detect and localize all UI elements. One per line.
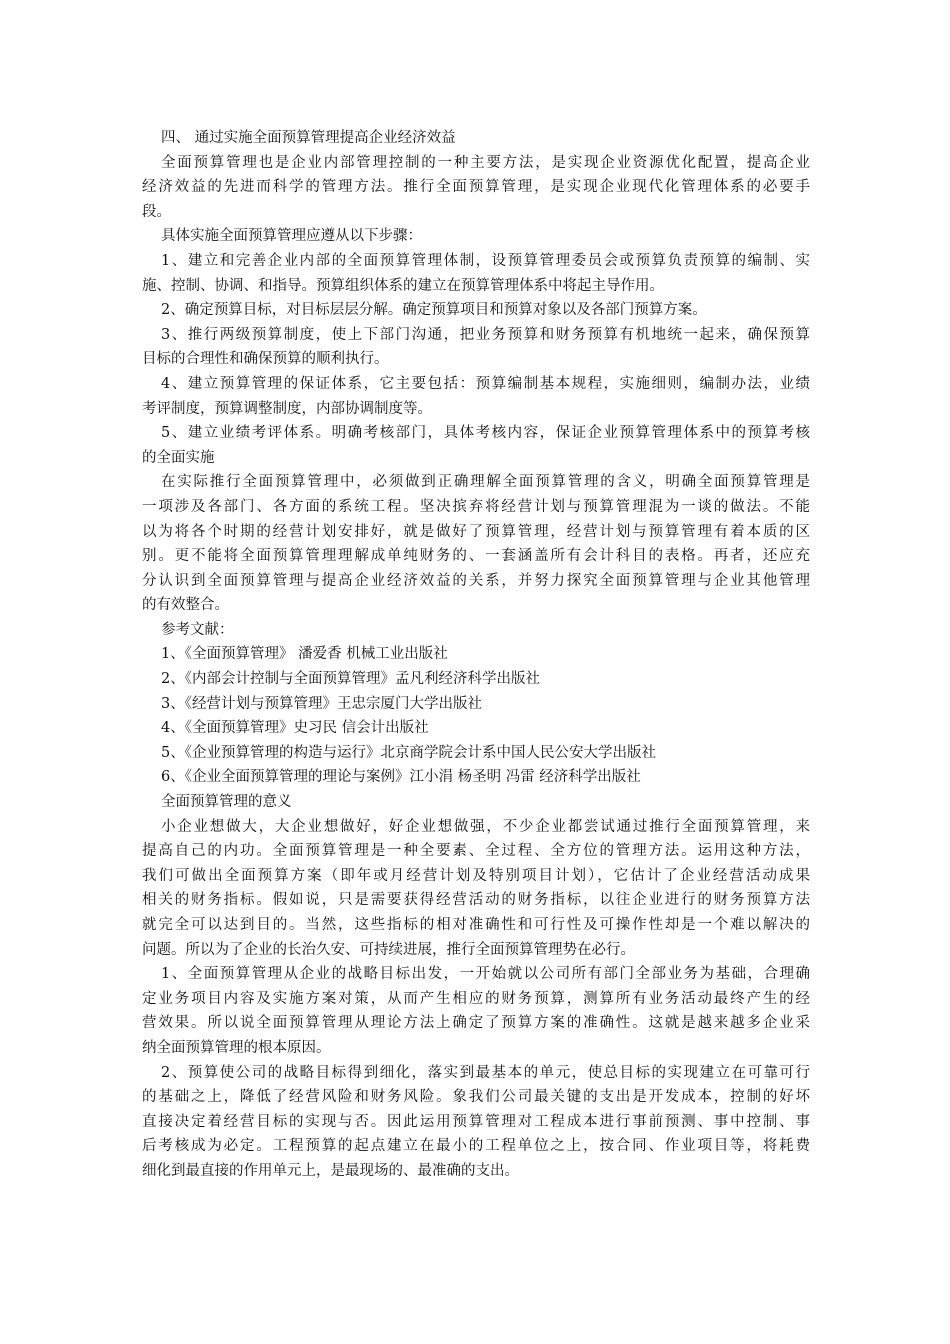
paragraph-ref3: [142, 692, 810, 717]
text-line: 定业务项目内容及实施方案对策，从而产生相应的财务预算，测算所有业务活动最终产生的经: [142, 990, 810, 1007]
text-line: 全面预算管理也是企业内部管理控制的一种主要方法，是实现企业资源优化配置，提高企业: [161, 154, 810, 171]
paragraph-ref6: [142, 765, 810, 790]
text-line: 1、《全面预算管理》 潘爱香 机械工业出版社: [161, 646, 448, 663]
text-line: 5、建立业绩考评体系。明确考核部门，具体考核内容，保证企业预算管理体系中的预算考核: [161, 425, 810, 442]
text-line: 以为将各个时期的经营计划安排好，就是做好了预算管理，经营计划与预算管理有着本质的区: [142, 523, 810, 540]
text-line: 细化到最直接的作用单元上，是最现场的、最准确的支出。: [142, 1162, 519, 1179]
text-line: 纳全面预算管理的根本原因。: [142, 1039, 331, 1056]
text-line: 目标的合理性和确保预算的顺利执行。: [142, 351, 389, 368]
text-line: 全面预算管理的意义: [161, 794, 292, 811]
text-line: 4、建立预算管理的保证体系，它主要包括：预算编制基本规程，实施细则，编制办法，业绩: [161, 375, 810, 392]
text-line: 分认识到全面预算管理与提高企业经济效益的关系，并努力探究全面预算管理与企业其他管理: [142, 572, 810, 589]
paragraph-step1: [142, 249, 810, 298]
text-line: 经济效益的先进而科学的管理方法。推行全面预算管理，是实现企业现代化管理体系的必要手: [142, 179, 810, 196]
paragraph-p4: [142, 815, 810, 963]
text-line: 具体实施全面预算管理应遵从以下步骤：: [161, 228, 422, 245]
paragraph-step5: [142, 421, 810, 470]
paragraph-ref5: [142, 741, 810, 766]
paragraph-p6: [142, 1061, 810, 1184]
text-line: 别。更不能将全面预算管理理解成单纯财务的、一套涵盖所有会计科目的表格。再者，还应充: [142, 548, 810, 565]
text-line: 相关的财务指标。假如说，只是需要获得经营活动的财务指标，以往企业进行的财务预算方法: [142, 892, 810, 909]
paragraph-ref4: [142, 716, 810, 741]
text-line: 6、《企业全面预算管理的理论与案例》江小涓 杨圣明 冯雷 经济科学出版社: [161, 769, 641, 786]
text-line: 直接决定着经营目标的实现与否。因此运用预算管理对工程成本进行事前预测、事中控制、事: [142, 1113, 810, 1130]
text-line: 四、 通过实施全面预算管理提高企业经济效益: [161, 130, 456, 146]
paragraph-p1: [142, 151, 810, 225]
paragraph-p2: [142, 224, 810, 249]
text-line: 2、《内部会计控制与全面预算管理》孟凡利经济科学出版社: [161, 671, 540, 688]
text-line: 就完全可以达到目的。当然，这些指标的相对准确性和可行性及可操作性却是一个难以解决的: [142, 917, 810, 933]
text-line: 我们可做出全面预算方案（即年或月经营计划及特别项目计划），它估计了企业经营活动成果: [142, 867, 810, 884]
paragraph-heading-4: [142, 126, 810, 151]
text-line: 3、《经营计划与预算管理》王忠宗厦门大学出版社: [161, 695, 482, 712]
paragraph-step2: [142, 298, 810, 323]
text-line: 考评制度，预算调整制度，内部协调制度等。: [142, 400, 432, 417]
text-line: 5、《企业预算管理的构造与运行》北京商学院会计系中国人民公安大学出版社: [161, 744, 656, 761]
text-line: 1、建立和完善企业内部的全面预算管理体制，设预算管理委员会或预算负责预算的编制、实: [161, 252, 810, 269]
paragraph-step4: [142, 372, 810, 421]
text-line: 参考文献：: [161, 621, 234, 638]
text-line: 后考核成为必定。工程预算的起点建立在最小的工程单位之上，按合同、作业项目等，将耗费: [142, 1138, 810, 1155]
text-line: 1、全面预算管理从企业的战略目标出发，一开始就以公司所有部门全部业务为基础，合理确: [161, 966, 810, 983]
text-line: 的全面实施: [142, 449, 215, 466]
text-line: 3、推行两级预算制度，使上下部门沟通，把业务预算和财务预算有机地统一起来，确保预算: [161, 326, 810, 343]
text-line: 2、确定预算目标，对目标层层分解。确定预算项目和预算对象以及各部门预算方案。: [161, 302, 707, 319]
text-line: 在实际推行全面预算管理中，必须做到正确理解全面预算管理的含义，明确全面预算管理是: [161, 474, 810, 491]
text-line: 的基础之上，降低了经营风险和财务风险。象我们公司最关键的支出是开发成本，控制的好坏: [142, 1089, 810, 1106]
text-line: 小企业想做大，大企业想做好，好企业想做强，不少企业都尝试通过推行全面预算管理，来: [161, 818, 810, 835]
text-line: 2、预算使公司的战略目标得到细化，落实到最基本的单元，使总目标的实现建立在可靠可行: [161, 1064, 810, 1081]
text-line: 施、控制、协调、和指导。预算组织体系的建立在预算管理体系中将起主导作用。: [142, 277, 664, 294]
text-line: 营效果。所以说全面预算管理从理论方法上确定了预算方案的准确性。这就是越来越多企业采: [142, 1015, 810, 1032]
paragraph-p5: [142, 962, 810, 1060]
text-line: 4、《全面预算管理》史习民 信会计出版社: [161, 720, 429, 737]
text-line: 问题。所以为了企业的长治久安、可持续进展，推行全面预算管理势在必行。: [142, 941, 635, 958]
text-line: 段。: [142, 203, 171, 220]
text-line: 提高自己的内功。全面预算管理是一种全要素、全过程、全方位的管理方法。运用这种方法，: [142, 843, 810, 860]
text-line: 的有效整合。: [142, 597, 229, 614]
text-line: 一项涉及各部门、各方面的系统工程。坚决摈弃将经营计划与预算管理混为一谈的做法。不能: [142, 498, 810, 515]
paragraph-p3: [142, 470, 810, 618]
document-page: [142, 126, 810, 1184]
paragraph-step3: [142, 323, 810, 372]
paragraph-ref1: [142, 642, 810, 667]
paragraph-section-title: [142, 790, 810, 815]
paragraph-ref2: [142, 667, 810, 692]
paragraph-refs-title: [142, 618, 810, 643]
